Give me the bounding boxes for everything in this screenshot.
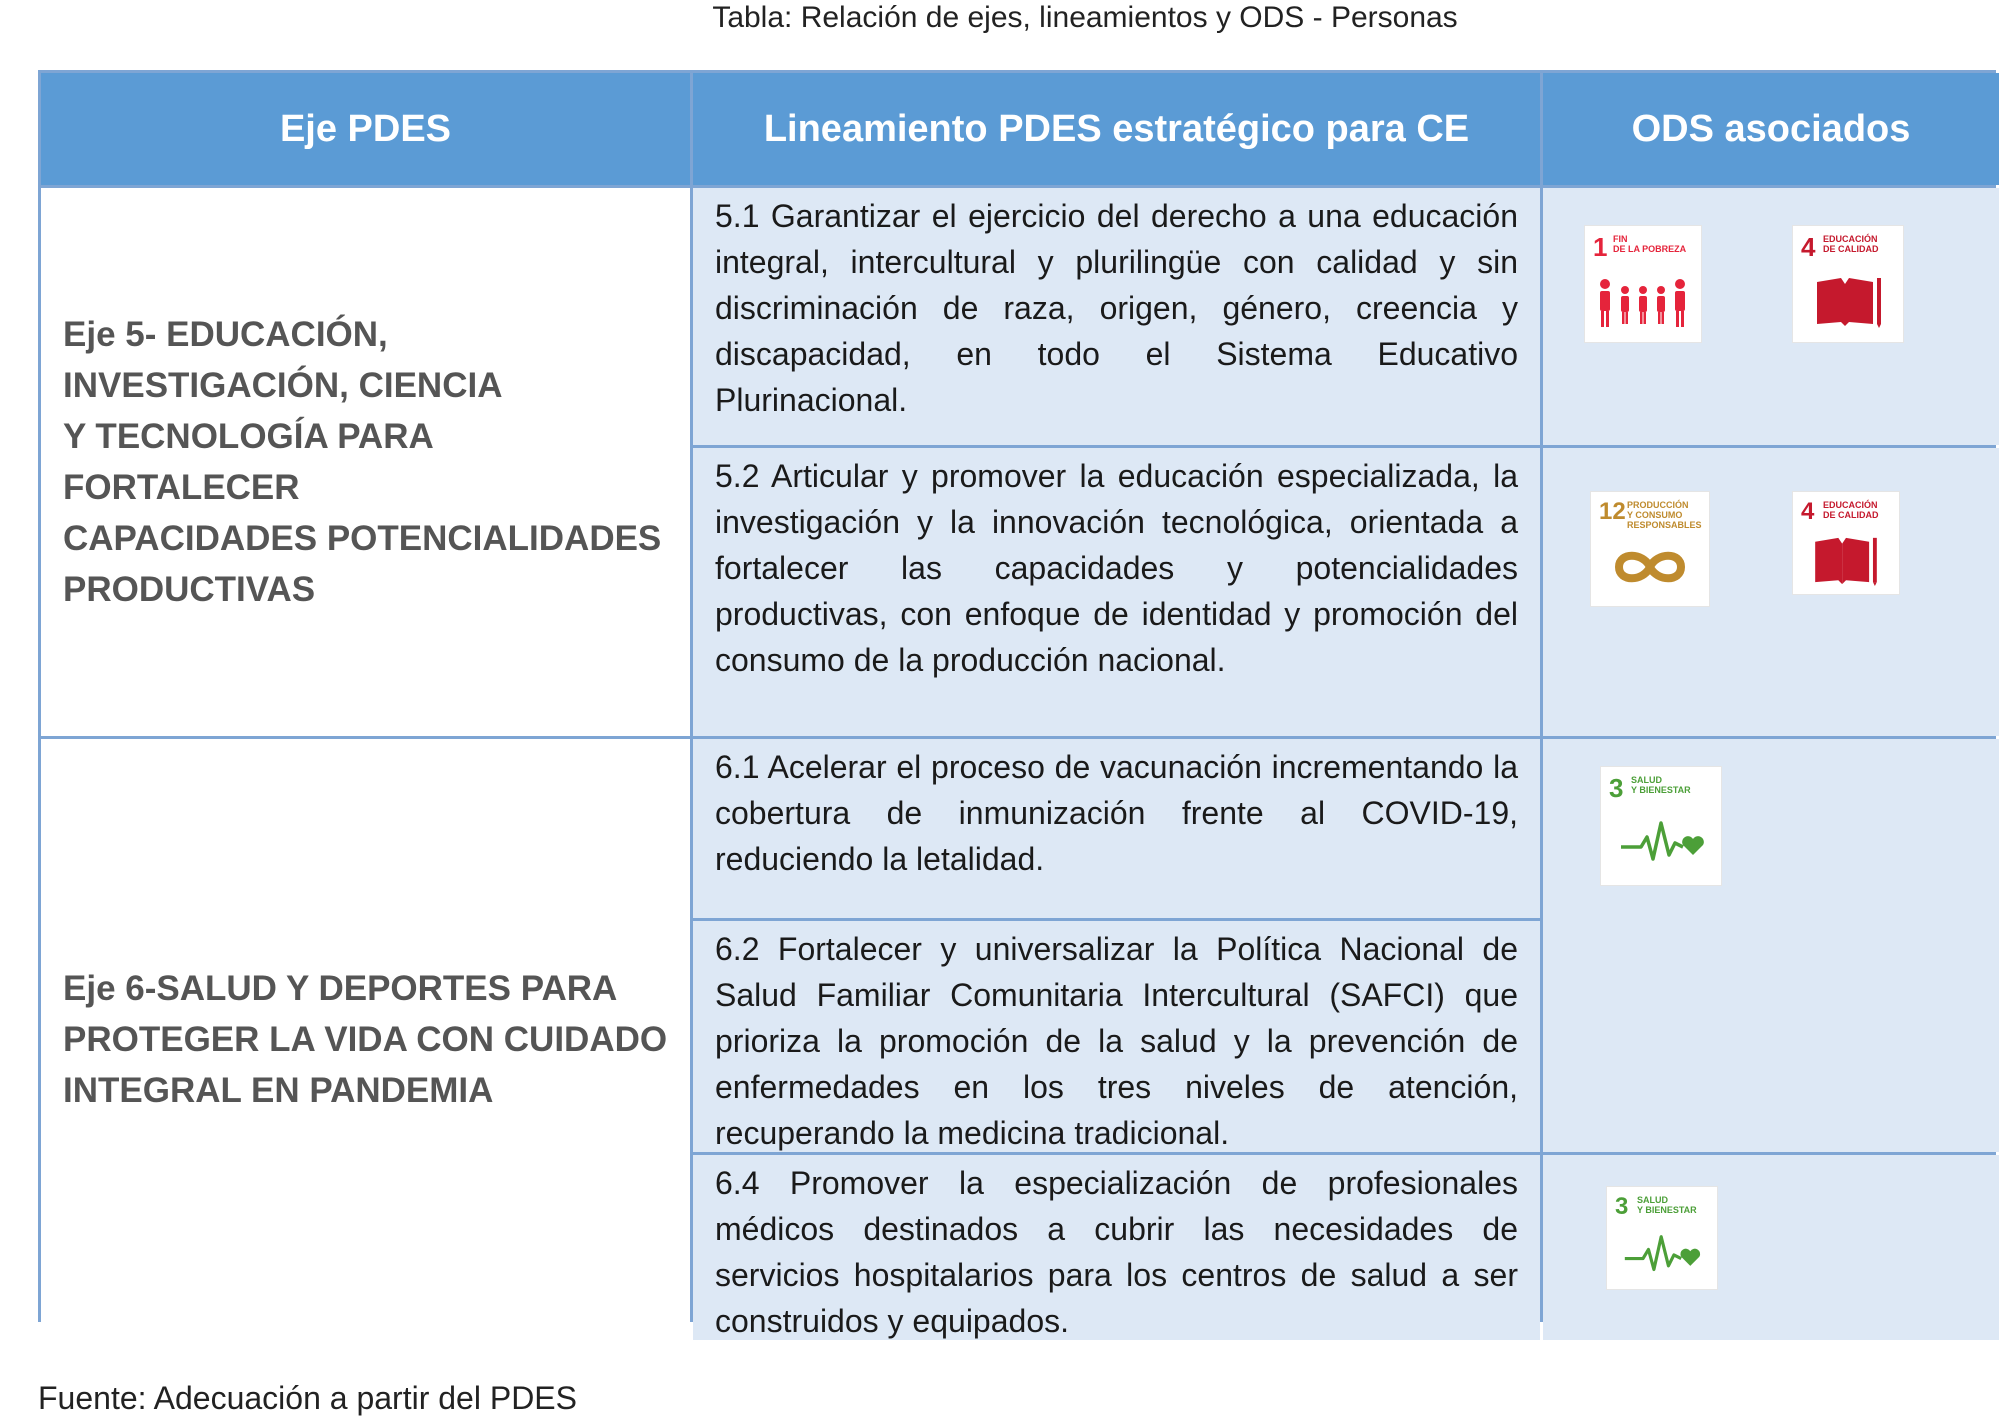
book-icon [1813, 534, 1879, 586]
sdg-12-icon: 12 PRODUCCIÓN Y CONSUMO RESPONSABLES [1591, 492, 1709, 606]
ods-table [38, 70, 1996, 1339]
ods-cell-6-4 [1543, 1155, 1999, 1340]
book-icon [1815, 274, 1883, 328]
sdg-4-icon: 4 EDUCACIÓN DE CALIDAD [1793, 492, 1899, 594]
sdg-1-icon: 1 FIN DE LA POBREZA [1585, 226, 1701, 342]
header-ods: ODS asociados [1543, 73, 1999, 185]
sdg-3-icon: 3 SALUD Y BIENESTAR [1607, 1187, 1717, 1289]
lineamiento-6-4: 6.4 Promover la especialización de profesionales médicos destinados a cubrir las necesidades de servicios hospitalarios para los centros de salud a ser construidos y equipados. [693, 1155, 1540, 1340]
ods-cell-5-2 [1543, 448, 1999, 736]
lineamiento-5-2: 5.2 Articular y promover la educación especializada, la investigación y la innovación tecnológica, orientada a fortalecer las capacidades y potencialidades productivas, con enfoque de identidad y promoción del consumo de la producción nacional. [693, 448, 1540, 736]
source-note: Fuente: Adecuación a partir del PDES [38, 1380, 577, 1416]
eje-5-cell [41, 188, 690, 736]
sdg-4-icon: 4 EDUCACIÓN DE CALIDAD [1793, 226, 1903, 342]
family-icon [1597, 278, 1689, 330]
infinity-icon [1609, 542, 1691, 592]
lineamiento-6-2: 6.2 Fortalecer y universalizar la Política Nacional de Salud Familiar Comunitaria Intercultural (SAFCI) que prioriza la promoción de la salud y la prevención de enfermedades en los tres niveles de atención, recuperando la medicina tradicional. [693, 921, 1540, 1152]
lineamiento-5-1: 5.1 Garantizar el ejercicio del derecho a una educación integral, intercultural y plurilingüe con calidad y sin discriminación de raza, origen, género, creencia y discapacidad, en todo el Sistema Educativo Plurinacional. [693, 188, 1540, 445]
lineamiento-6-1: 6.1 Acelerar el proceso de vacunación incrementando la cobertura de inmunización frente al COVID-19, reduciendo la letalidad. [693, 739, 1540, 918]
eje-6-label: Eje 6-SALUD Y DEPORTES PARA PROTEGER LA VIDA CON CUIDADO INTEGRAL EN PANDEMIA [63, 969, 668, 1110]
heartbeat-icon [1619, 817, 1707, 867]
sdg-3-icon: 3 SALUD Y BIENESTAR [1601, 767, 1721, 885]
header-eje: Eje PDES [41, 73, 690, 185]
table-caption: Tabla: Relación de ejes, lineamientos y ODS - Personas [712, 1, 1458, 34]
ods-cell-5-1 [1543, 188, 1999, 445]
eje-6-cell [41, 739, 690, 1340]
eje-5-label: Eje 5- EDUCACIÓN, INVESTIGACIÓN, CIENCIA Y TECNOLOGÍA PARA FORTALECER CAPACIDADES POTENCIALIDADES PRODUCTIVAS [63, 315, 662, 609]
ods-cell-6-1-6-2 [1543, 739, 1999, 1152]
heartbeat-icon [1623, 1231, 1703, 1277]
header-lineamiento: Lineamiento PDES estratégico para CE [693, 73, 1540, 185]
